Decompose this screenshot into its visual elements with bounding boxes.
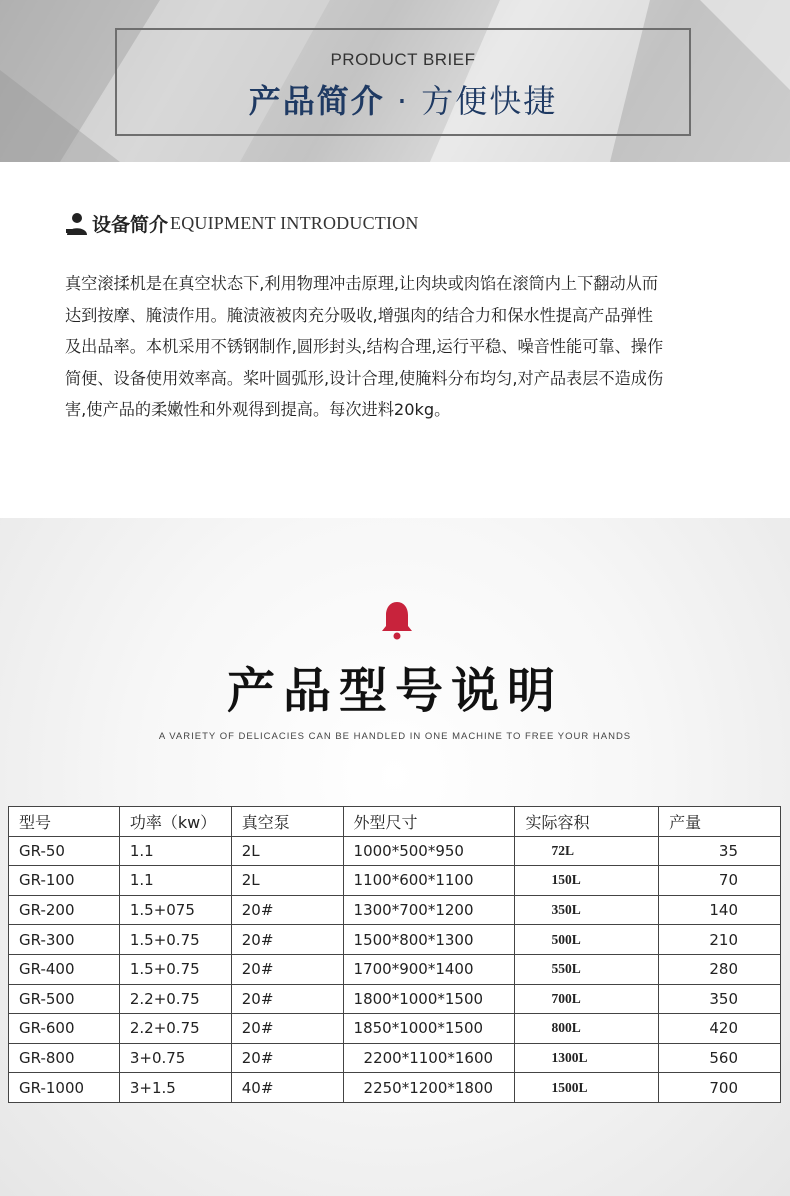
cell-vacuum-pump: 2L (231, 866, 343, 896)
cell-vacuum-pump: 20# (231, 925, 343, 955)
cell-vacuum-pump: 2L (231, 836, 343, 866)
intro-line: 害,使产品的柔嫩性和外观得到提高。每次进料20kg。 (65, 400, 451, 419)
table-row (9, 1073, 781, 1103)
model-spec-table (8, 806, 781, 1103)
product-brief-box (115, 28, 691, 136)
bell-icon (380, 600, 414, 640)
product-brief-cn (117, 76, 689, 122)
table-row (9, 925, 781, 955)
cell-volume: 150L (515, 866, 659, 896)
cell-power: 1.5+075 (119, 895, 231, 925)
header-model: 型号 (9, 807, 120, 837)
person-icon (64, 211, 90, 237)
table-row (9, 866, 781, 896)
cell-model: GR-800 (9, 1043, 120, 1073)
cell-volume: 350L (515, 895, 659, 925)
intro-line: 简便、设备使用效率高。桨叶圆弧形,设计合理,使腌料分布均匀,对产品表层不造成伤 (65, 368, 664, 388)
cell-volume: 1500L (515, 1073, 659, 1103)
cell-dimensions: 2200*1100*1600 (343, 1043, 515, 1073)
table-row (9, 895, 781, 925)
cell-dimensions: 2250*1200*1800 (343, 1073, 515, 1103)
cell-volume: 500L (515, 925, 659, 955)
equipment-intro-title-cn: 设备简介 (92, 214, 169, 236)
cell-volume: 550L (515, 954, 659, 984)
cell-power: 1.1 (119, 836, 231, 866)
header-output: 产量 (659, 807, 781, 837)
cell-dimensions: 1500*800*1300 (343, 925, 515, 955)
cell-volume: 1300L (515, 1043, 659, 1073)
header-volume: 实际容积 (515, 807, 659, 837)
cell-dimensions: 1700*900*1400 (343, 954, 515, 984)
cell-output: 560 (659, 1043, 781, 1073)
cell-power: 1.1 (119, 866, 231, 896)
equipment-intro-title-en: EQUIPMENT INTRODUCTION (170, 213, 419, 233)
product-brief-en: PRODUCT BRIEF (330, 50, 476, 69)
intro-line: 达到按摩、腌渍作用。腌渍液被肉充分吸收,增强肉的结合力和保水性提高产品弹性 (65, 305, 653, 325)
header-banner (0, 0, 790, 162)
cell-vacuum-pump: 20# (231, 1014, 343, 1044)
cell-model: GR-300 (9, 925, 120, 955)
cell-volume: 72L (515, 836, 659, 866)
product-brief-cn-bold: 产品简介 (248, 82, 385, 120)
cell-model: GR-500 (9, 984, 120, 1014)
cell-output: 35 (659, 836, 781, 866)
cell-power: 2.2+0.75 (119, 1014, 231, 1044)
cell-model: GR-100 (9, 866, 120, 896)
intro-line: 真空滚揉机是在真空状态下,利用物理冲击原理,让肉块或肉馅在滚筒内上下翻动从而 (65, 274, 659, 293)
cell-vacuum-pump: 20# (231, 895, 343, 925)
cell-output: 210 (659, 925, 781, 955)
header-vacuum-pump: 真空泵 (231, 807, 343, 837)
cell-output: 70 (659, 866, 781, 896)
cell-vacuum-pump: 20# (231, 954, 343, 984)
cell-model: GR-50 (9, 836, 120, 866)
cell-vacuum-pump: 20# (231, 1043, 343, 1073)
cell-volume: 700L (515, 984, 659, 1014)
cell-power: 3+1.5 (119, 1073, 231, 1103)
cell-vacuum-pump: 40# (231, 1073, 343, 1103)
model-section-subtitle: A VARIETY OF DELICACIES CAN BE HANDLED IN ONE MACHINE TO FREE YOUR HANDS (158, 731, 632, 742)
product-brief-separator: · (384, 82, 422, 120)
cell-output: 140 (659, 895, 781, 925)
cell-power: 3+0.75 (119, 1043, 231, 1073)
cell-dimensions: 1800*1000*1500 (343, 984, 515, 1014)
table-header-row (9, 807, 781, 837)
table-row (9, 836, 781, 866)
equipment-intro-heading (64, 210, 419, 237)
cell-output: 280 (659, 954, 781, 984)
cell-volume: 800L (515, 1014, 659, 1044)
cell-power: 2.2+0.75 (119, 984, 231, 1014)
cell-dimensions: 1850*1000*1500 (343, 1014, 515, 1044)
cell-dimensions: 1300*700*1200 (343, 895, 515, 925)
table-row (9, 954, 781, 984)
cell-output: 420 (659, 1014, 781, 1044)
intro-line: 及出品率。本机采用不锈钢制作,圆形封头,结构合理,运行平稳、噪音性能可靠、操作 (65, 337, 664, 356)
cell-power: 1.5+0.75 (119, 954, 231, 984)
table-row (9, 984, 781, 1014)
equipment-intro-text (65, 268, 730, 426)
cell-dimensions: 1000*500*950 (343, 836, 515, 866)
product-brief-cn-rest: 方便快捷 (421, 82, 558, 120)
cell-model: GR-1000 (9, 1073, 120, 1103)
cell-power: 1.5+0.75 (119, 925, 231, 955)
table-row (9, 1043, 781, 1073)
header-dimensions: 外型尺寸 (343, 807, 515, 837)
cell-output: 700 (659, 1073, 781, 1103)
header-power: 功率（kw） (119, 807, 231, 837)
cell-model: GR-200 (9, 895, 120, 925)
cell-model: GR-400 (9, 954, 120, 984)
cell-dimensions: 1100*600*1100 (343, 866, 515, 896)
cell-output: 350 (659, 984, 781, 1014)
table-row (9, 1014, 781, 1044)
model-section-title: 产品型号说明 (226, 663, 563, 719)
cell-model: GR-600 (9, 1014, 120, 1044)
cell-vacuum-pump: 20# (231, 984, 343, 1014)
